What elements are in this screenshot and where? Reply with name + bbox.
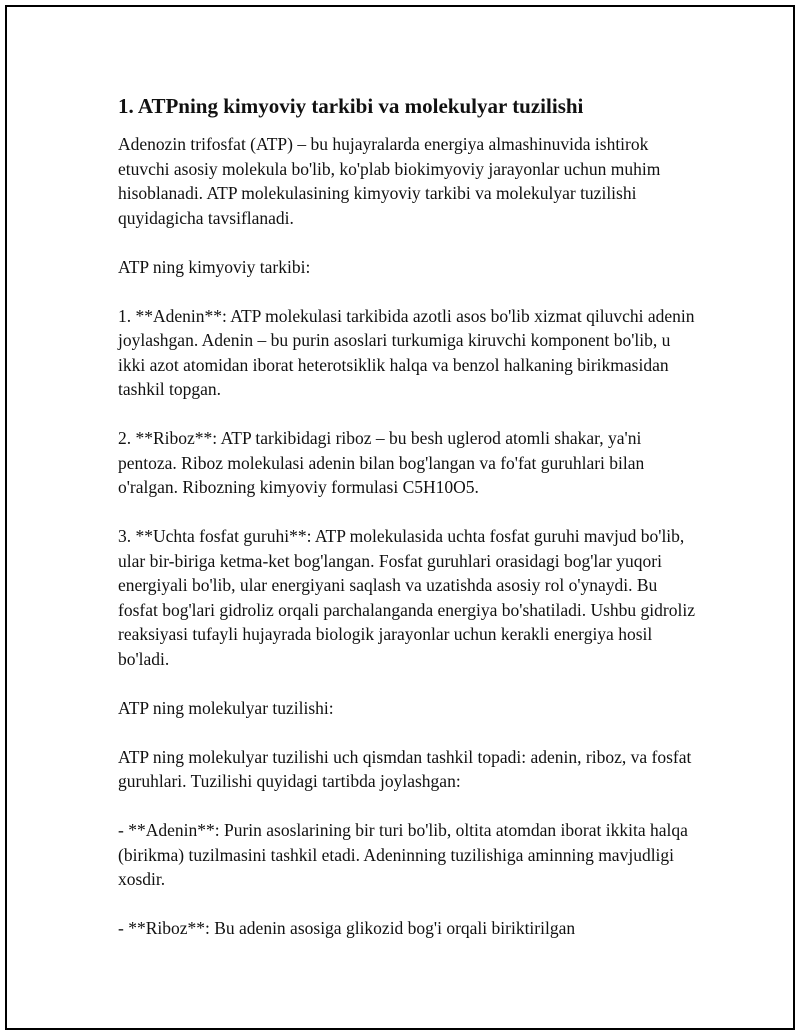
paragraph-gap: [118, 279, 698, 304]
phosphate-groups-item: 3. **Uchta fosfat guruhi**: ATP molekulasida uchta fosfat guruhi mavjud bo'lib, ular bir-biriga ketma-ket bog'langan. Fosfat guruhlari orasidagi bog'lar yuqori energiyali bo'lib, ular energiyani saqlash va uzatishda asosiy rol o'ynaydi. Bu fosfat bog'lari gidroliz orqali parchalanganda energiya bo'shatiladi. Ushbu gidroliz reaksiyasi tufayli hujayrada biologik jarayonlar uchun kerakli energiya hosil bo'ladi.: [118, 526, 695, 669]
paragraph-gap: [118, 720, 698, 745]
paragraph-gap: [118, 402, 698, 427]
ribose-item: 2. **Riboz**: ATP tarkibidagi riboz – bu besh uglerod atomli shakar, ya'ni pentoza. Riboz molekulasi adenin bilan bog'langan va fo'fat guruhlari bilan o'ralgan. Ribozning kimyoviy formulasi C5H10O5.: [118, 428, 645, 497]
paragraph-gap: [118, 892, 698, 917]
adenine-item: 1. **Adenin**: ATP molekulasi tarkibida azotli asos bo'lib xizmat qiluvchi adenin joylashgan. Adenin – bu purin asoslari turkumiga kiruvchi komponent bo'lib, u ikki azot atomidan iborat heterotsiklik halqa va benzol halkaning birikmasidan tashkil topgan.: [118, 305, 695, 399]
chemical-composition-subheading: ATP ning kimyoviy tarkibi:: [118, 256, 311, 277]
adenine-bullet: - **Adenin**: Purin asoslarining bir turi bo'lib, oltita atomdan iborat ikkita halqa (birikma) tuzilmasini tashkil etadi. Adeninning tuzilishiga aminning mavjudligi xosdir.: [118, 820, 688, 889]
intro-paragraph: Adenozin trifosfat (ATP) – bu hujayralarda energiya almashinuvida ishtirok etuvchi asosiy molekula bo'lib, ko'plab biokimyoviy jarayonlar uchun muhim hisoblanadi. ATP molekulasining kimyoviy tarkibi va molekulyar tuzilishi quyidagicha tavsiflanadi.: [118, 134, 661, 228]
paragraph-gap: [118, 230, 698, 255]
structure-overview-paragraph: ATP ning molekulyar tuzilishi uch qismdan tashkil topadi: adenin, riboz, va fosfat guruhlari. Tuzilishi quyidagi tartibda joylashgan:: [118, 746, 692, 791]
ribose-bullet: - **Riboz**: Bu adenin asosiga glikozid bog'i orqali biriktirilgan: [118, 918, 576, 938]
paragraph-gap: [118, 671, 698, 696]
section-heading: 1. ATPning kimyoviy tarkibi va molekulyar tuzilishi: [118, 94, 584, 118]
document-body: [118, 92, 698, 941]
paragraph-gap: [118, 500, 698, 525]
paragraph-gap: [118, 794, 698, 819]
molecular-structure-subheading: ATP ning molekulyar tuzilishi:: [118, 697, 334, 718]
